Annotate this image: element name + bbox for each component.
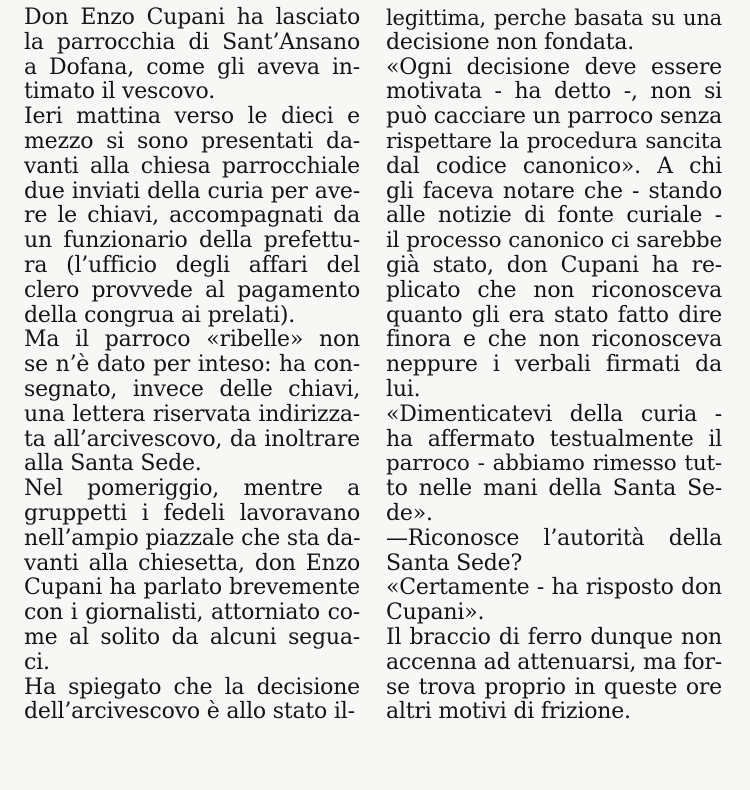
text-line: finora e che non riconosceva xyxy=(386,327,722,353)
text-line: gli faceva notare che - stando xyxy=(386,178,722,204)
text-line: può cacciare un parroco senza xyxy=(386,104,723,130)
left-column xyxy=(24,6,360,725)
text-line: Ieri mattina verso le dieci e xyxy=(24,104,360,130)
text-line: della congrua ai prelati). xyxy=(24,302,296,328)
text-line: «Ogni decisione deve essere xyxy=(386,54,722,80)
text-line: de». xyxy=(386,500,433,526)
paragraph xyxy=(386,403,722,527)
text-line: decisione non fondata. xyxy=(386,29,635,55)
text-line: ha affermato testualmente il xyxy=(386,426,722,452)
text-line: il processo canonico ci sarebbe xyxy=(386,228,722,254)
text-line: Don Enzo Cupani ha lasciato xyxy=(24,5,360,30)
text-line: Cupani ha parlato brevemente xyxy=(24,575,360,601)
text-line: re le chiavi, accompagnati da xyxy=(24,203,360,229)
text-line: «Dimenticatevi della curia - xyxy=(386,401,722,427)
text-line: neppure i verbali firmati da xyxy=(386,352,722,378)
text-line: accenna ad attenuarsi, ma for- xyxy=(386,649,722,675)
text-line: parroco - abbiamo rimesso tut- xyxy=(386,451,722,477)
text-line: Santa Sede? xyxy=(386,550,523,576)
text-line: Ha spiegato che la decisione xyxy=(24,674,360,700)
text-line: alle notizie di fonte curiale - xyxy=(386,203,722,229)
text-line: ra (l’ufficio degli affari del xyxy=(24,252,360,278)
text-line: motivata - ha detto -, non si xyxy=(386,79,722,105)
text-line: quanto gli era stato fatto dire xyxy=(386,302,722,328)
text-line: vanti alla chiesetta, don Enzo xyxy=(24,550,360,576)
text-line: plicato che non riconosceva xyxy=(386,277,722,303)
text-line: a Dofana, come gli aveva in- xyxy=(24,54,360,80)
text-line: se trova proprio in queste ore xyxy=(386,674,722,700)
text-line: Nel pomeriggio, mentre a xyxy=(24,476,360,502)
paragraph xyxy=(24,676,360,726)
text-line: nell’ampio piazzale che sta da- xyxy=(24,525,361,551)
paragraph xyxy=(24,6,360,105)
text-line: ci. xyxy=(24,649,50,675)
text-line: legittima, perche basata su una xyxy=(386,6,722,30)
text-line: to nelle mani della Santa Se- xyxy=(386,476,722,502)
text-line: Ma il parroco «ribelle» non xyxy=(24,327,360,353)
paragraph xyxy=(24,105,360,328)
text-line: altri motivi di frizione. xyxy=(386,699,631,725)
paragraph xyxy=(24,328,360,477)
text-line: ta all’arcivescovo, da inoltrare xyxy=(24,426,360,452)
text-line: Cupani». xyxy=(386,600,485,626)
text-line: due inviati della curia per ave- xyxy=(24,178,360,204)
text-line: una lettera riservata indirizza- xyxy=(24,401,360,427)
paragraph xyxy=(386,626,722,725)
text-line: alla Santa Sede. xyxy=(24,451,202,477)
text-line: con i giornalisti, attorniato co- xyxy=(24,600,360,626)
text-line: clero provvede al pagamento xyxy=(24,277,360,303)
text-line: Il braccio di ferro dunque non xyxy=(386,624,722,650)
text-line: già stato, don Cupani ha re- xyxy=(386,252,722,278)
text-line: mezzo si sono presentati da- xyxy=(24,128,360,154)
paragraph xyxy=(24,477,360,675)
text-line: gruppetti i fedeli lavoravano xyxy=(24,500,360,526)
text-line: la parrocchia di Sant’Ansano xyxy=(24,29,360,55)
text-line: «Certamente - ha risposto don xyxy=(386,575,722,601)
text-line: segnato, invece delle chiavi, xyxy=(24,376,360,402)
paragraph xyxy=(386,527,722,577)
text-line: un funzionario della prefettu- xyxy=(24,228,360,254)
right-column xyxy=(386,6,722,725)
text-line: rispettare la procedura sancita xyxy=(386,128,722,154)
paragraph xyxy=(386,576,722,626)
paragraph xyxy=(386,6,722,56)
text-line: dell’arcivescovo è allo stato il- xyxy=(24,699,355,725)
text-line: vanti alla chiesa parrocchiale xyxy=(24,153,360,179)
paragraph xyxy=(386,56,722,403)
text-line: se n’è dato per inteso: ha con- xyxy=(24,352,360,378)
text-line: timato il vescovo. xyxy=(24,79,215,105)
text-line: —Riconosce l’autorità della xyxy=(386,525,722,551)
text-line: me al solito da alcuni segua- xyxy=(24,624,360,650)
text-line: lui. xyxy=(386,376,421,402)
text-line: dal codice canonico». A chi xyxy=(386,153,722,179)
